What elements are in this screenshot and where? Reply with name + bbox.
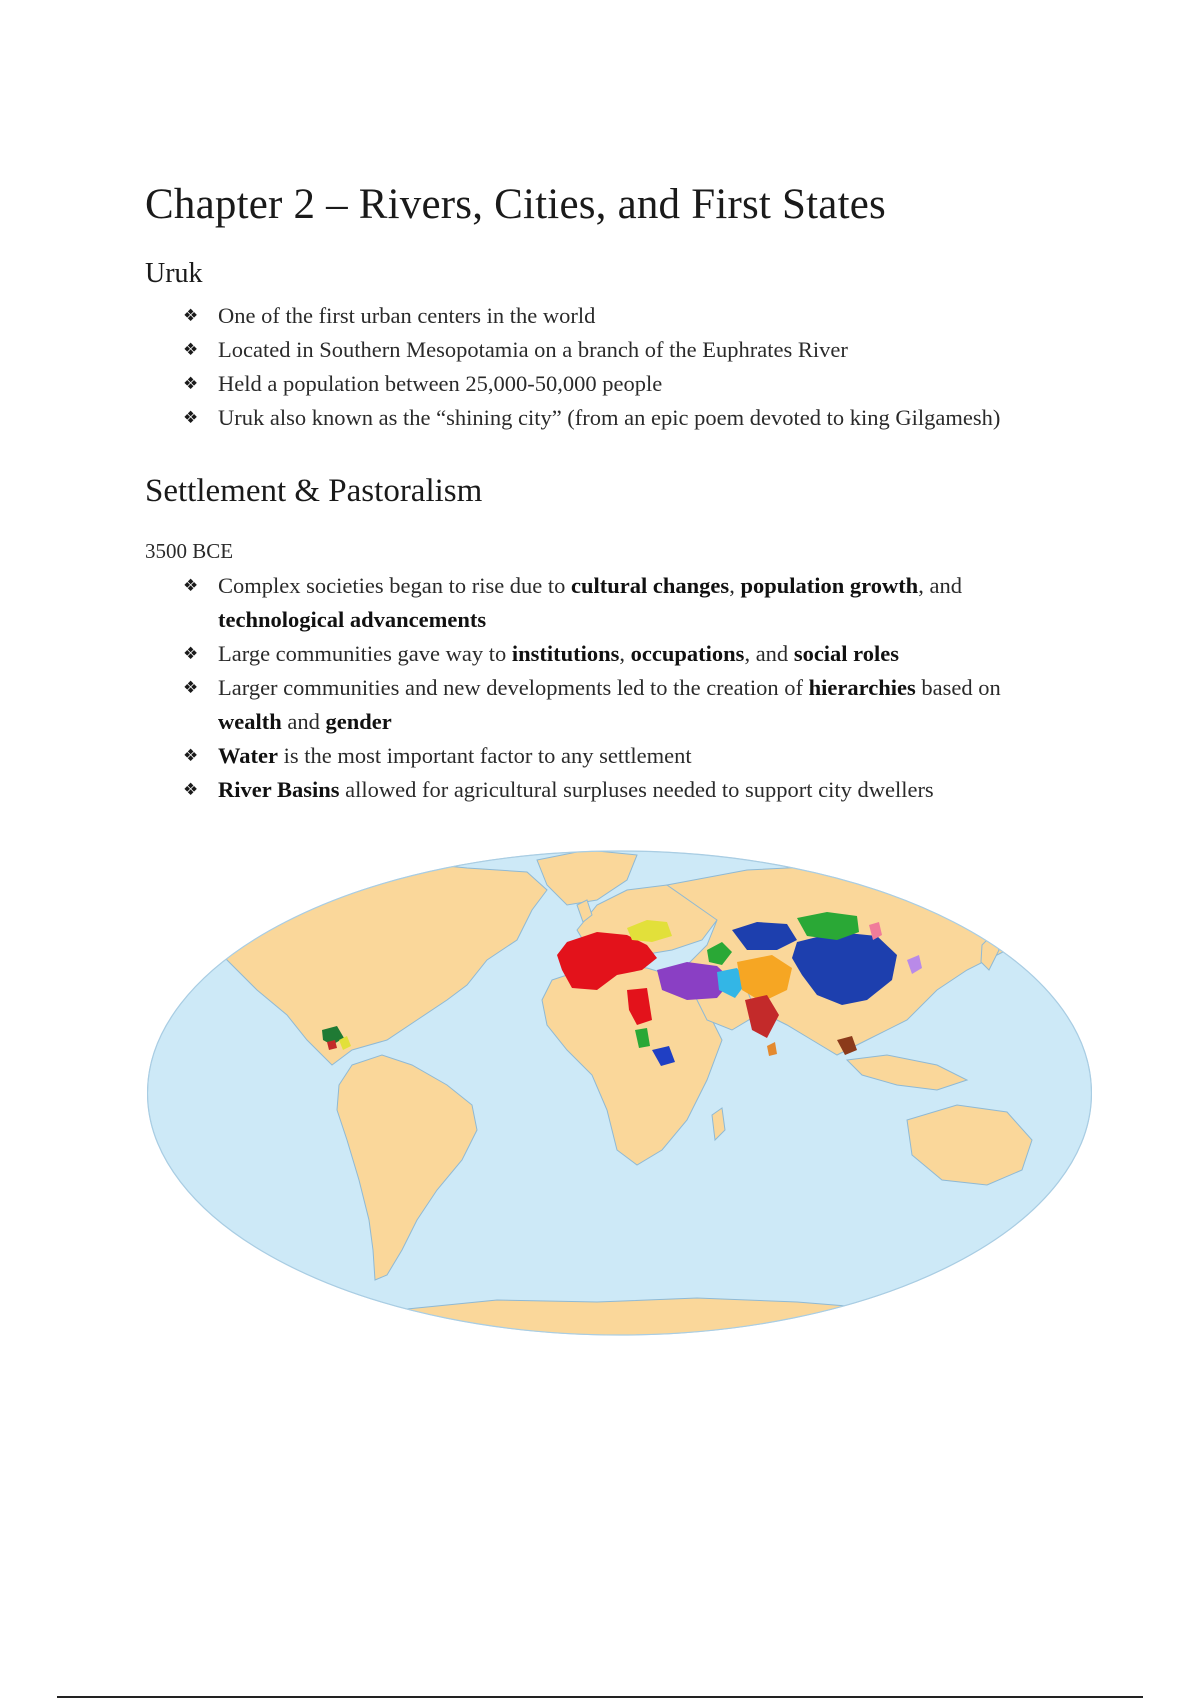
bullet-text: Complex societies began to rise due to xyxy=(218,573,572,598)
bullet-text: , xyxy=(619,641,631,666)
bullet-item xyxy=(183,739,1043,773)
bullet-text: , and xyxy=(918,573,962,598)
bullet-item xyxy=(183,401,1063,435)
bullet-text: , xyxy=(729,573,741,598)
bullet-item xyxy=(183,671,1043,739)
bullet-text: Large communities gave way to xyxy=(218,641,512,666)
bold-term: occupations xyxy=(630,641,745,666)
bold-term: Water xyxy=(218,743,278,768)
bullet-item xyxy=(183,367,1063,401)
bullet-diamond-icon: ❖ xyxy=(183,340,199,360)
bullet-diamond-icon: ❖ xyxy=(183,306,199,326)
bullet-diamond-icon: ❖ xyxy=(183,746,199,766)
bullet-diamond-icon: ❖ xyxy=(183,678,199,698)
bullet-item xyxy=(183,773,1043,807)
uruk-bullet-list xyxy=(183,299,1063,435)
bullet-text: One of the first urban centers in the world xyxy=(218,303,596,328)
bullet-diamond-icon: ❖ xyxy=(183,408,199,428)
bullet-item xyxy=(183,569,1043,637)
bold-term: River Basins xyxy=(218,777,340,802)
bold-term: technological advancements xyxy=(218,607,487,632)
section-heading-settlement: Settlement & Pastoralism xyxy=(145,473,483,509)
world-map xyxy=(147,850,1092,1336)
bullet-text: Uruk also known as the “shining city” (from an epic poem devoted to king Gilgamesh) xyxy=(218,405,1001,430)
bold-term: institutions xyxy=(511,641,620,666)
bold-term: wealth xyxy=(218,709,282,734)
bullet-item xyxy=(183,333,1063,367)
settlement-bullet-list xyxy=(183,569,1043,807)
bullet-diamond-icon: ❖ xyxy=(183,780,199,800)
bullet-text: based on xyxy=(915,675,1001,700)
chapter-title: Chapter 2 – Rivers, Cities, and First States xyxy=(145,181,886,228)
footer-rule xyxy=(57,1696,1143,1698)
bullet-text: Located in Southern Mesopotamia on a branch of the Euphrates River xyxy=(218,337,848,362)
bullet-item xyxy=(183,637,1043,671)
bold-term: population growth xyxy=(740,573,919,598)
bullet-item xyxy=(183,299,1063,333)
bold-term: gender xyxy=(325,709,392,734)
bullet-text: and xyxy=(281,709,326,734)
bullet-diamond-icon: ❖ xyxy=(183,644,199,664)
date-label: 3500 BCE xyxy=(145,539,234,563)
bullet-diamond-icon: ❖ xyxy=(183,374,199,394)
bullet-text: , and xyxy=(744,641,794,666)
bullet-text: Larger communities and new developments led to the creation of xyxy=(218,675,809,700)
bullet-text: Held a population between 25,000-50,000 people xyxy=(218,371,663,396)
bold-term: hierarchies xyxy=(808,675,916,700)
bold-term: cultural changes xyxy=(571,573,730,598)
section-heading-uruk: Uruk xyxy=(145,258,203,289)
bold-term: social roles xyxy=(793,641,900,666)
bullet-text: allowed for agricultural surpluses needed to support city dwellers xyxy=(339,777,934,802)
world-map-svg xyxy=(147,850,1092,1336)
bullet-text: is the most important factor to any settlement xyxy=(277,743,692,768)
bullet-diamond-icon: ❖ xyxy=(183,576,199,596)
